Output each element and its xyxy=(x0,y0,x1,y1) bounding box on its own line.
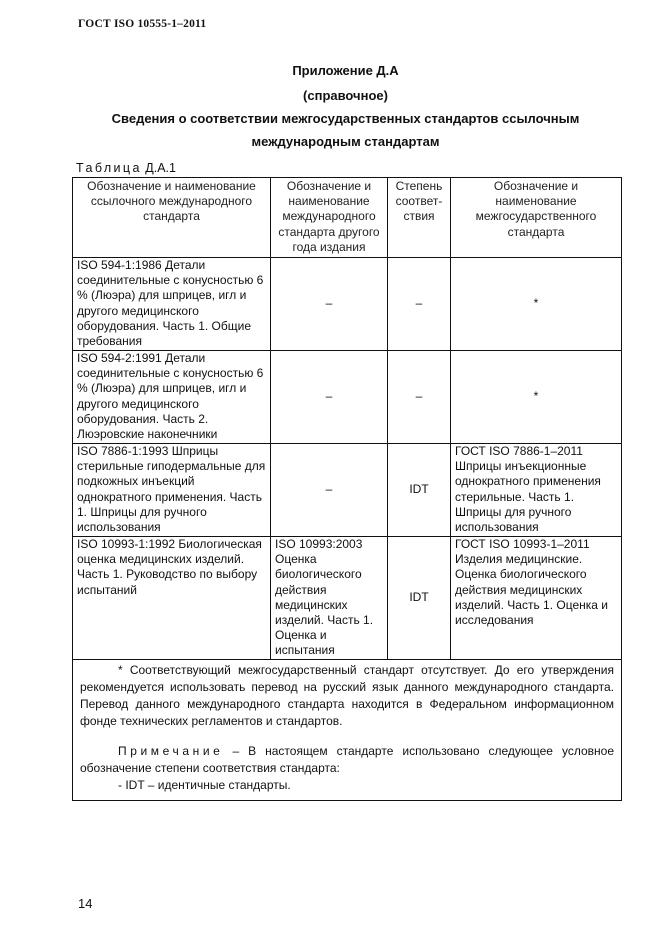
appendix-heading-line-2: международным стандартам xyxy=(251,134,440,149)
standard-code-header: ГОСТ ISO 10555-1–2011 xyxy=(78,18,207,30)
cell-reference: ISO 594-1:1986 Детали соединительные с конусностью 6 % (Люэра) для шприцев, игл и другого медицинского оборудования. Часть 1. Общие требования xyxy=(73,258,271,351)
table-row xyxy=(73,444,622,537)
table-notes xyxy=(73,660,621,800)
table-caption-word: Таблица xyxy=(76,161,142,175)
note-text: – В настоящем стандарте использовано следующее условное обозначение степени соответствия стандарта: xyxy=(80,744,614,776)
cell-degree: IDT xyxy=(388,444,451,537)
table-row xyxy=(73,351,622,444)
cell-other-edition: – xyxy=(271,258,388,351)
cell-reference: ISO 7886-1:1993 Шприцы стерильные гиподермальные для подкожных инъекций однократного применения. Часть 1. Шприцы для ручного использования xyxy=(73,444,271,537)
cell-interstate: ГОСТ ISO 7886-1–2011 Шприцы инъекционные однократного применения стерильные. Часть 1. Шприцы для ручного использования xyxy=(451,444,622,537)
appendix-subtitle: (справочное) xyxy=(303,88,388,103)
table-notes-cell xyxy=(73,660,622,801)
cell-interstate: ГОСТ ISO 10993-1–2011 Изделия медицинские. Оценка биологического действия медицинских изделий. Часть 1. Оценка и исследования xyxy=(451,537,622,660)
cell-degree: – xyxy=(388,258,451,351)
cell-other-edition: – xyxy=(271,444,388,537)
column-header-other-edition: Обозначение и наименование международного стандарта другого года издания xyxy=(271,178,388,258)
table-row xyxy=(73,537,622,660)
cell-other-edition: – xyxy=(271,351,388,444)
cell-reference: ISO 10993-1:1992 Биологическая оценка медицинских изделий. Часть 1. Руководство по выбору испытаний xyxy=(73,537,271,660)
column-header-reference: Обозначение и наименование ссылочного международного стандарта xyxy=(73,178,271,258)
table-caption-number: Д.А.1 xyxy=(141,161,176,175)
note-label: Примечание xyxy=(118,744,224,759)
table-footnote: * Соответствующий межгосударственный стандарт отсутствует. До его утверждения рекомендуется использовать перевод на русский язык данного международного стандарта. Перевод данного международного стандарта находится в Федеральном информационном фонде технических регламентов и стандартов. xyxy=(80,663,614,729)
page-number: 14 xyxy=(78,896,93,911)
table-header-row xyxy=(73,178,622,258)
appendix-title: Приложение Д.А xyxy=(292,63,399,78)
cell-interstate: * xyxy=(451,351,622,444)
cell-interstate: * xyxy=(451,258,622,351)
cell-degree: IDT xyxy=(388,537,451,660)
cell-reference: ISO 594-2:1991 Детали соединительные с конусностью 6 % (Люэра) для шприцев, игл и другого медицинского оборудования. Часть 2. Люэровские наконечники xyxy=(73,351,271,444)
cell-other-edition: ISO 10993:2003 Оценка биологического действия медицинских изделий. Часть 1. Оценка и испытания xyxy=(271,537,388,660)
table-note xyxy=(80,743,614,777)
note-item: - IDT – идентичные стандарты. xyxy=(118,778,291,793)
column-header-degree: Степень соответ-ствия xyxy=(388,178,451,258)
correspondence-table xyxy=(72,177,622,801)
cell-degree: – xyxy=(388,351,451,444)
appendix-heading-line-1: Сведения о соответствии межгосударственных стандартов ссылочным xyxy=(111,111,580,126)
table-caption xyxy=(76,161,176,175)
table-row xyxy=(73,258,622,351)
column-header-interstate: Обозначение и наименование межгосударственного стандарта xyxy=(451,178,622,258)
table-notes-row xyxy=(73,660,622,801)
